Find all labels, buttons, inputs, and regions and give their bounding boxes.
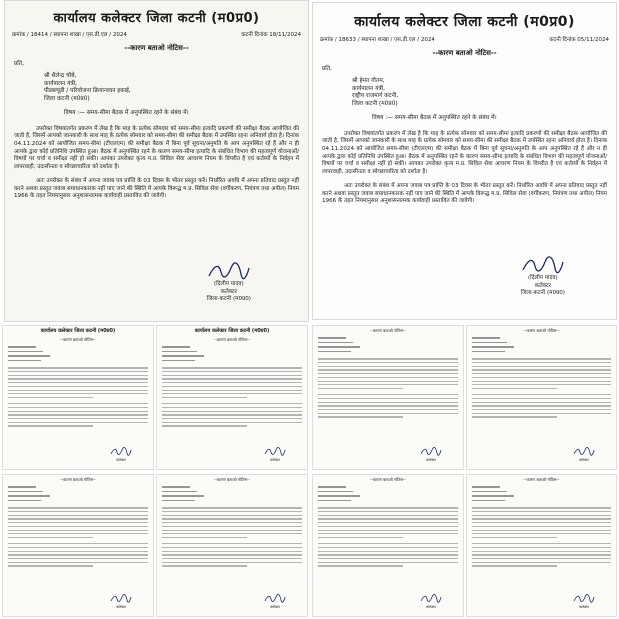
thumbnail-text-line (162, 518, 302, 519)
thumbnail-text-line (318, 530, 458, 531)
thumbnail-address-line (8, 500, 41, 502)
signatory-place: जिला-कटनी (म0प्र0) (520, 290, 565, 297)
thumbnail-address-line (318, 337, 346, 339)
thumbnail-text-line (472, 373, 611, 374)
thumbnail-signature (420, 594, 442, 609)
recipient-name: श्री हेमंत गौतम, (352, 77, 385, 84)
thumbnail-address-line (472, 351, 505, 353)
thumbnail-text-line (162, 371, 302, 372)
office-header-title: कार्यालय कलेक्टर जिला कटनी (म0प्र0) (354, 14, 575, 30)
thumbnail-address-line (8, 355, 50, 357)
thumbnail-text-line (162, 375, 302, 376)
thumbnail-text-line (162, 382, 302, 383)
thumbnail-text-line (472, 537, 557, 538)
thumbnail-signatory-role: कलेक्टर (579, 457, 589, 462)
thumbnail-notice-title: --कारण बताओ नोटिस-- (214, 337, 250, 342)
notice-title: --कारण बताओ नोटिस-- (124, 44, 189, 52)
thumbnail-notice-page (2, 325, 154, 470)
recipient-dept: पीडब्ल्यूडी / परियोजना क्रियान्वयन इकाई, (44, 88, 131, 95)
subject-line: विषय :— समय-सीमा बैठक में अनुपस्थित रहने के संबंध में। (372, 115, 497, 122)
thumbnail-text-line (162, 507, 302, 508)
recipient-address (322, 66, 617, 109)
thumbnail-notice-title: --कारण बताओ नोटिस-- (214, 477, 250, 482)
thumbnail-text-line (8, 565, 93, 566)
thumbnail-text-line (318, 362, 458, 363)
thumbnail-text-line (318, 537, 403, 538)
thumbnail-address-line (162, 360, 195, 362)
thumbnail-text-line (8, 390, 148, 391)
thumbnail-text-line (472, 551, 611, 552)
thumbnail-notice-page (156, 474, 308, 617)
thumbnail-text-line (472, 530, 611, 531)
thumbnail-text-line (318, 558, 458, 559)
thumbnail-text-line (318, 416, 403, 417)
thumbnail-text-line (472, 409, 611, 410)
thumbnail-text-line (8, 507, 148, 508)
thumbnail-text-line (472, 507, 611, 508)
thumbnail-text-line (318, 543, 458, 544)
thumbnail-text-line (162, 543, 302, 544)
thumbnail-text-line (472, 398, 611, 399)
thumbnail-text-line (472, 377, 611, 378)
thumbnail-address-line (472, 500, 505, 502)
thumbnail-text-line (472, 369, 611, 370)
signatory-name: (दिलीप यादव) (213, 281, 244, 287)
thumbnail-text-line (472, 533, 611, 534)
thumbnail-text-line (472, 405, 611, 406)
thumbnail-text-line (8, 411, 148, 412)
thumbnail-address-line (8, 486, 36, 488)
thumbnail-text-line (318, 413, 458, 414)
thumbnail-text-line (472, 388, 557, 389)
thumbnail-text-line (162, 397, 247, 398)
thumbnail-notice-title: --कारण बताओ नोटिस-- (523, 477, 560, 482)
recipient-dept: राष्ट्रीय राजमार्ग कटनी, (352, 93, 399, 100)
signature-image (264, 594, 286, 603)
thumbnail-notice-page (466, 474, 617, 617)
thumbnail-address-line (8, 495, 50, 497)
thumbnail-text-line (318, 388, 403, 389)
thumbnail-text-line (8, 515, 148, 516)
thumbnail-address-line (472, 342, 507, 344)
thumbnail-text-line (472, 565, 557, 566)
thumbnail-text-line (8, 371, 148, 372)
thumbnail-text-line (162, 551, 302, 552)
thumbnail-text-line (162, 393, 302, 394)
thumbnail-text-line (472, 366, 611, 367)
thumbnail-address-line (318, 342, 353, 344)
thumbnail-text-line (8, 375, 148, 376)
thumbnail-text-line (472, 515, 611, 516)
thumbnail-signature (573, 447, 595, 462)
thumbnail-text-line (318, 565, 403, 566)
thumbnail-text-line (318, 381, 458, 382)
thumbnail-text-line (318, 384, 458, 385)
to-prefix: प्रति, (322, 66, 332, 72)
signature-image (521, 256, 565, 274)
thumbnail-text-line (472, 384, 611, 385)
thumbnail-notice-page (2, 474, 154, 617)
thumbnail-text-line (162, 411, 302, 412)
thumbnail-address-line (318, 351, 351, 353)
thumbnail-text-line (318, 405, 458, 406)
thumbnail-signature (264, 594, 286, 609)
thumbnail-notice-title: --कारण बताओ नोटिस-- (370, 477, 406, 482)
thumbnail-notice-title: --कारण बताओ नोटिस-- (523, 328, 560, 333)
thumbnail-text-line (8, 418, 148, 419)
body-paragraph-1: उपरोक्त विषयांतर्गत प्रकरण में लेख है कि माह के प्रत्येक सोमवार को समय-सीमा इत्यादि प्रकरणों की समीक्षा बैठक आयोजित की जाती है, जिसमें आपको जानकारी के साथ माह के प्रत्येक सोमवार को समय-सीमा की समीक्षा बैठक में उपस्थित रहना अनिवार्य होता है। दिनांक 04.11.2024 को आयोजित समय-सीमा (टीएलएम) की समीक्षा बैठक में बिना पूर्व सूचना/अनुमति के आप अनुपस्थित रहे हैं और न ही आपके द्वारा कोई प्रतिनिधि उपस्थित हुआ। बैठक में अनुपस्थित रहने के कारण समय-सीमा इत्यादि के संबंधित विभाग की महत्वपूर्ण योजनाओं/विषयों पर चर्चा व समीक्षा नहीं हो सकी। आपका उपरोक्त कृत्य म.प्र. सिविल सेवा आचरण नियम के विपरीत है एवं कर्तव्यों के निर्वहन में लापरवाही, उदासीनता व स्वेच्छाचारिता को दर्शाता है। (322, 130, 607, 176)
body-paragraph-1: उपरोक्त विषयांतर्गत प्रकरण में लेख है कि माह के प्रत्येक सोमवार को समय-सीमा इत्यादि प्रकरणों की समीक्षा बैठक आयोजित की जाती है, जिसमें आपको जानकारी के साथ माह के प्रत्येक सोमवार को समय-सीमा की समीक्षा बैठक में उपस्थित रहना अनिवार्य होता है। दिनांक 04.11.2024 को आयोजित समय-सीमा (टीएलएम) की समीक्षा बैठक में बिना पूर्व सूचना/अनुमति के आप अनुपस्थित रहे हैं और न ही आपके द्वारा कोई प्रतिनिधि उपस्थित हुआ। बैठक में अनुपस्थित रहने के कारण समय-सीमा इत्यादि के संबंधित विभाग की महत्वपूर्ण योजनाओं/विषयों पर चर्चा व समीक्षा नहीं हो सकी। आपका उपरोक्त कृत्य म.प्र. सिविल सेवा आचरण नियम के विपरीत है एवं कर्तव्यों के निर्वहन में लापरवाही, उदासीनता व स्वेच्छाचारिता को दर्शाता है। (14, 125, 299, 171)
thumbnail-signatory-role: कलेक्टर (270, 457, 280, 462)
thumbnail-text-line (472, 543, 611, 544)
thumbnail-text-line (472, 522, 611, 523)
thumbnail-text-line (472, 518, 611, 519)
thumbnail-address-line (318, 495, 360, 497)
thumbnail-text-line (162, 533, 302, 534)
signature-block (207, 262, 251, 304)
thumbnail-signature (573, 594, 595, 609)
thumbnail-address-line (162, 486, 190, 488)
thumbnail-signature (110, 594, 132, 609)
signatory-place: जिला-कटनी (म0प्र0) (206, 296, 251, 303)
thumbnail-text-line (472, 402, 611, 403)
reference-row (4, 26, 309, 38)
thumbnail-notice-title: --कारण बताओ नोटिस-- (60, 337, 96, 342)
signature-image (207, 262, 251, 280)
thumbnail-text-line (318, 507, 458, 508)
thumbnail-text-line (472, 394, 611, 395)
notice-document-left (4, 0, 309, 322)
thumbnail-text-line (318, 515, 458, 516)
thumbnail-signatory-role: कलेक्टर (116, 457, 126, 462)
recipient-city: जिला कटनी (म0प्र0) (44, 96, 90, 103)
thumbnail-text-line (472, 416, 557, 417)
thumbnail-text-line (318, 373, 458, 374)
thumbnail-text-line (318, 369, 458, 370)
thumbnail-text-line (318, 377, 458, 378)
thumbnail-text-line (8, 511, 148, 512)
thumbnail-address-line (8, 360, 41, 362)
thumbnail-address-line (162, 495, 204, 497)
thumbnail-text-line (8, 382, 148, 383)
thumbnail-address-line (318, 486, 346, 488)
signatory-role: कलेक्टर (220, 288, 237, 295)
thumbnail-text-line (8, 554, 148, 555)
notice-title: --कारण बताओ नोटिस-- (432, 49, 497, 57)
thumbnail-text-line (162, 515, 302, 516)
signature-block (521, 256, 565, 298)
thumbnail-notice-page (312, 474, 464, 617)
notice-document-right (312, 2, 617, 320)
thumbnail-notice-page (156, 325, 308, 470)
thumbnail-signatory-role: कलेक्टर (579, 604, 589, 609)
thumbnail-text-line (8, 378, 148, 379)
thumbnail-text-line (318, 526, 458, 527)
thumbnail-text-line (318, 554, 458, 555)
thumbnail-text-line (162, 414, 302, 415)
issue-date: कटनी दिनांक 18/11/2024 (241, 32, 301, 38)
recipient-role: कार्यपालन यंत्री, (352, 85, 386, 92)
thumbnail-text-line (318, 358, 458, 359)
thumbnail-notice-page (312, 325, 464, 470)
thumbnail-text-line (162, 530, 302, 531)
thumbnail-text-line (318, 551, 458, 552)
thumbnail-text-line (318, 562, 458, 563)
thumbnail-address-line (318, 500, 351, 502)
thumbnail-text-line (318, 533, 458, 534)
thumbnail-text-line (472, 562, 611, 563)
to-prefix: प्रति, (14, 61, 24, 67)
thumbnail-signature (420, 447, 442, 462)
recipient-city: जिला कटनी (म0प्र0) (352, 101, 398, 108)
signature-image (110, 594, 132, 603)
thumbnail-text-line (8, 393, 148, 394)
thumbnail-signatory-role: कलेक्टर (426, 604, 436, 609)
thumbnail-address-line (318, 346, 360, 348)
thumbnail-text-line (162, 390, 302, 391)
thumbnail-text-line (318, 402, 458, 403)
thumbnail-text-line (8, 422, 148, 423)
thumbnail-text-line (8, 397, 93, 398)
thumbnail-text-line (162, 378, 302, 379)
thumbnail-text-line (8, 562, 148, 563)
recipient-address (14, 61, 309, 104)
thumbnail-text-line (162, 522, 302, 523)
thumbnail-address-line (162, 346, 190, 348)
thumbnail-header-title: कार्यालय कलेक्टर जिला कटनी (म0प्र0) (40, 328, 116, 334)
thumbnail-text-line (162, 547, 302, 548)
thumbnail-text-line (318, 511, 458, 512)
thumbnail-text-line (162, 422, 302, 423)
thumbnail-address-line (162, 351, 197, 353)
thumbnail-text-line (8, 522, 148, 523)
body-paragraph-2: अतः उपरोक्त के संबंध में अपना जवाब पत्र प्राप्ति के 03 दिवस के भीतर प्रस्तुत करें। निर्धारित अवधि में अपना प्रतिवाद प्रस्तुत नहीं करने अथवा प्रस्तुत जवाब समाधानकारक नहीं पाए जाने की स्थिति में आपके विरूद्ध म.प्र. सिविल सेवा (वर्गीकरण, नियंत्रण तथा अपील) नियम 1966 के तहत नियमानुसार अनुशासनात्मक कार्यवाही प्रस्तावित की जावेगी। (322, 182, 607, 205)
thumbnail-text-line (162, 554, 302, 555)
thumbnail-text-line (8, 425, 93, 426)
thumbnail-text-line (472, 362, 611, 363)
thumbnail-address-line (162, 500, 195, 502)
thumbnail-notice-title: --कारण बताओ नोटिस-- (60, 477, 96, 482)
signatory-role: कलेक्टर (534, 282, 551, 289)
thumbnail-address-line (472, 491, 507, 493)
thumbnail-signature (110, 447, 132, 462)
thumbnail-text-line (8, 403, 148, 404)
thumbnail-text-line (8, 407, 148, 408)
thumbnail-text-line (162, 367, 302, 368)
thumbnail-signatory-role: कलेक्टर (116, 604, 126, 609)
recipient-role: कार्यपालन यंत्री, (44, 80, 78, 87)
thumbnail-text-line (318, 547, 458, 548)
signature-image (110, 447, 132, 456)
office-header-title: कार्यालय कलेक्टर जिला कटनी (म0प्र0) (53, 11, 260, 26)
reference-number: क्रमांक / 18633 / स्थापना शाखा / एस.डी.एल / 2024 (320, 37, 435, 43)
thumbnail-signatory-role: कलेक्टर (270, 604, 280, 609)
thumbnail-text-line (162, 425, 247, 426)
thumbnail-text-line (8, 518, 148, 519)
body-paragraph-2: अतः उपरोक्त के संबंध में अपना जवाब पत्र प्राप्ति के 03 दिवस के भीतर प्रस्तुत करें। निर्धारित अवधि में अपना प्रतिवाद प्रस्तुत नहीं करने अथवा प्रस्तुत जवाब समाधानकारक नहीं पाए जाने की स्थिति में आपके विरूद्ध म.प्र. सिविल सेवा (वर्गीकरण, नियंत्रण तथा अपील) नियम 1966 के तहत नियमानुसार अनुशासनात्मक कार्यवाही प्रस्तावित की जावेगी। (14, 177, 299, 200)
thumbnail-signatory-role: कलेक्टर (426, 457, 436, 462)
signature-image (573, 447, 595, 456)
thumbnail-text-line (8, 367, 148, 368)
signature-image (264, 447, 286, 456)
thumbnail-text-line (162, 537, 247, 538)
thumbnail-text-line (162, 407, 302, 408)
reference-row (312, 31, 617, 43)
thumbnail-text-line (8, 551, 148, 552)
thumbnail-header-title: कार्यालय कलेक्टर जिला कटनी (म0प्र0) (194, 328, 270, 334)
thumbnail-text-line (472, 554, 611, 555)
thumbnail-text-line (318, 518, 458, 519)
thumbnail-notice-title: --कारण बताओ नोटिस-- (370, 328, 406, 333)
thumbnail-address-line (472, 486, 500, 488)
thumbnail-text-line (8, 414, 148, 415)
thumbnail-address-line (8, 346, 36, 348)
thumbnail-text-line (8, 537, 93, 538)
thumbnail-text-line (8, 547, 148, 548)
signature-image (420, 594, 442, 603)
thumbnail-text-line (472, 547, 611, 548)
thumbnail-text-line (318, 394, 458, 395)
thumbnail-text-line (472, 381, 611, 382)
thumbnail-text-line (472, 511, 611, 512)
thumbnail-address-line (472, 495, 514, 497)
thumbnail-text-line (8, 543, 148, 544)
thumbnail-text-line (8, 386, 148, 387)
thumbnail-address-line (8, 351, 43, 353)
thumbnail-text-line (162, 511, 302, 512)
thumbnail-address-line (472, 346, 514, 348)
issue-date: कटनी दिनांक 05/11/2024 (549, 37, 609, 43)
thumbnail-text-line (162, 403, 302, 404)
thumbnail-text-line (162, 565, 247, 566)
signatory-name: (दिलीप यादव) (527, 275, 558, 281)
thumbnail-text-line (8, 558, 148, 559)
thumbnail-address-line (472, 337, 500, 339)
thumbnail-text-line (162, 562, 302, 563)
thumbnail-text-line (472, 413, 611, 414)
thumbnail-text-line (472, 358, 611, 359)
thumbnail-text-line (318, 366, 458, 367)
thumbnail-text-line (8, 533, 148, 534)
thumbnail-text-line (8, 526, 148, 527)
thumbnail-text-line (472, 526, 611, 527)
thumbnail-address-line (318, 491, 353, 493)
thumbnail-text-line (472, 558, 611, 559)
recipient-name: श्री शैलेन्द्र चौबे, (44, 72, 77, 79)
signature-image (573, 594, 595, 603)
thumbnail-text-line (8, 530, 148, 531)
thumbnail-address-line (8, 491, 43, 493)
thumbnail-address-line (162, 355, 204, 357)
signature-image (420, 447, 442, 456)
thumbnail-notice-page (466, 325, 617, 470)
thumbnail-text-line (318, 522, 458, 523)
thumbnail-text-line (162, 526, 302, 527)
reference-number: क्रमांक / 18414 / स्थापना शाखा / एस.डी.एल / 2024 (12, 32, 127, 38)
thumbnail-signature (264, 447, 286, 462)
thumbnail-text-line (162, 558, 302, 559)
thumbnail-text-line (162, 386, 302, 387)
thumbnail-text-line (318, 398, 458, 399)
thumbnail-text-line (318, 409, 458, 410)
thumbnail-text-line (162, 418, 302, 419)
thumbnail-address-line (162, 491, 197, 493)
subject-line: विषय :— समय-सीमा बैठक में अनुपस्थित रहने के संबंध में। (64, 110, 189, 117)
